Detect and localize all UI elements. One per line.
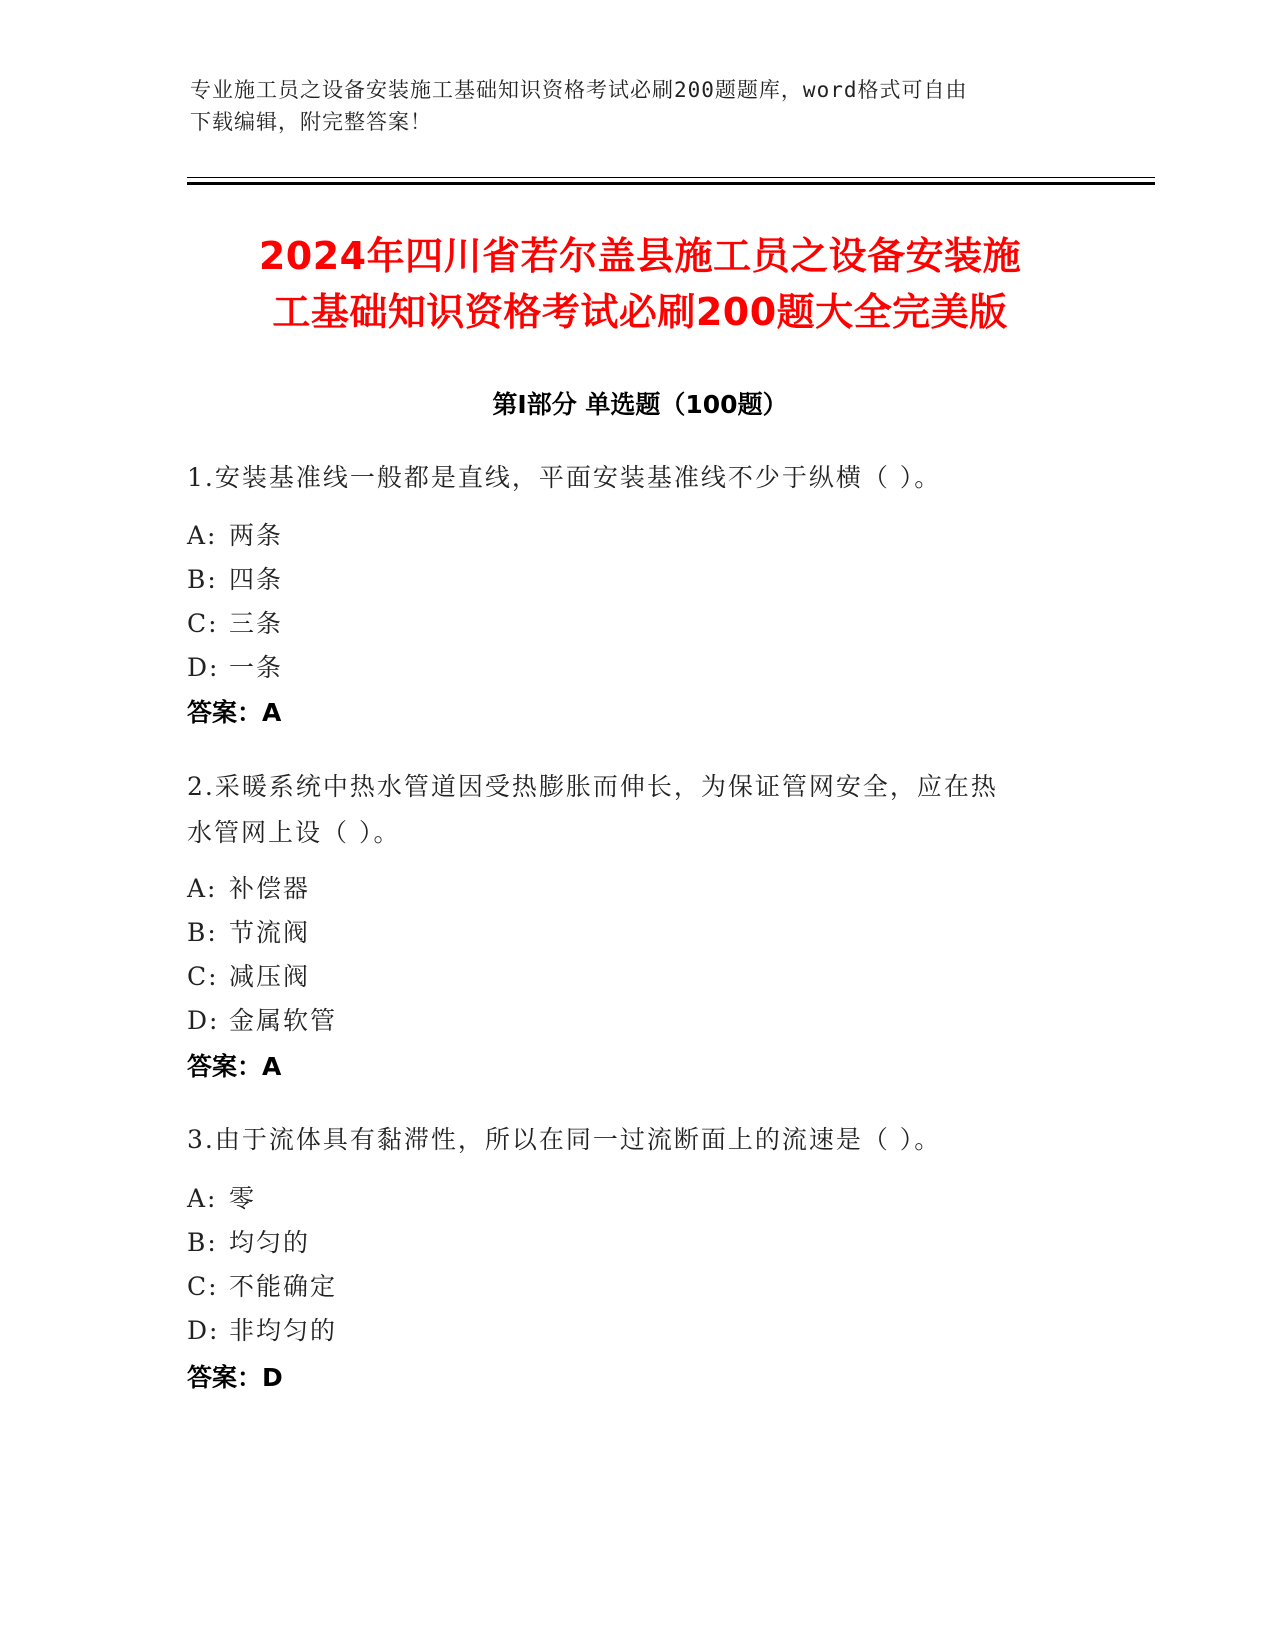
question-1-option-d (187, 651, 887, 685)
option-key: B: (187, 1228, 218, 1257)
question-2-answer: 答案：A (187, 1052, 282, 1081)
option-key: C: (187, 609, 219, 638)
option-key: D: (187, 1316, 220, 1345)
question-2-option-d (187, 1004, 887, 1038)
question-3-option-b (187, 1226, 887, 1260)
option-text: 减压阀 (229, 962, 311, 991)
question-3-option-d (187, 1314, 887, 1348)
question-1-answer: 答案：A (187, 698, 282, 727)
question-2-option-a (187, 872, 887, 906)
header-note-line-2: 下载编辑，附完整答案！ (190, 110, 432, 134)
question-2-text (187, 764, 1067, 856)
header-note-line-1: 专业施工员之设备安装施工基础知识资格考试必刷200题题库，word格式可自由 (190, 78, 968, 102)
option-text: 零 (229, 1184, 257, 1213)
option-text: 均匀的 (229, 1228, 311, 1257)
option-key: A: (187, 874, 218, 903)
option-text: 两条 (229, 521, 284, 550)
question-1-text-line-1: 1.安装基准线一般都是直线，平面安装基准线不少于纵横（ ）。 (187, 463, 942, 492)
question-2-option-c (187, 960, 887, 994)
option-text: 补偿器 (229, 874, 311, 903)
option-key: A: (187, 1184, 218, 1213)
header-divider-thick (187, 182, 1155, 185)
option-key: A: (187, 521, 218, 550)
option-text: 金属软管 (229, 1006, 338, 1035)
option-key: B: (187, 565, 218, 594)
option-text: 非均匀的 (229, 1316, 338, 1345)
option-key: D: (187, 653, 220, 682)
question-3-text-line-1: 3.由于流体具有黏滞性，所以在同一过流断面上的流速是（ ）。 (187, 1125, 942, 1154)
option-text: 节流阀 (229, 918, 311, 947)
option-key: C: (187, 1272, 219, 1301)
question-1-option-a (187, 519, 887, 553)
question-1-option-c (187, 607, 887, 641)
question-1-text (187, 455, 1067, 501)
question-3-answer: 答案：D (187, 1363, 283, 1392)
option-text: 一条 (229, 653, 284, 682)
header-note (190, 74, 1070, 138)
option-text: 三条 (229, 609, 284, 638)
section-title: 第Ⅰ部分 单选题（100题） (492, 390, 788, 419)
document-title-line-2: 工基础知识资格考试必刷200题大全完美版 (272, 290, 1008, 334)
question-3-option-c (187, 1270, 887, 1304)
question-2-text-line-1: 2.采暖系统中热水管道因受热膨胀而伸长，为保证管网安全，应在热 (187, 772, 998, 801)
option-key: B: (187, 918, 218, 947)
question-1-option-b (187, 563, 887, 597)
question-3-text (187, 1117, 1067, 1163)
question-3-option-a (187, 1182, 887, 1216)
option-text: 四条 (229, 565, 284, 594)
question-2-text-line-2: 水管网上设（ ）。 (187, 818, 401, 847)
header-divider-thin (187, 177, 1155, 178)
option-key: D: (187, 1006, 220, 1035)
document-title (160, 228, 1120, 340)
option-text: 不能确定 (229, 1272, 338, 1301)
question-2-option-b (187, 916, 887, 950)
option-key: C: (187, 962, 219, 991)
document-title-line-1: 2024年四川省若尔盖县施工员之设备安装施 (258, 234, 1022, 278)
